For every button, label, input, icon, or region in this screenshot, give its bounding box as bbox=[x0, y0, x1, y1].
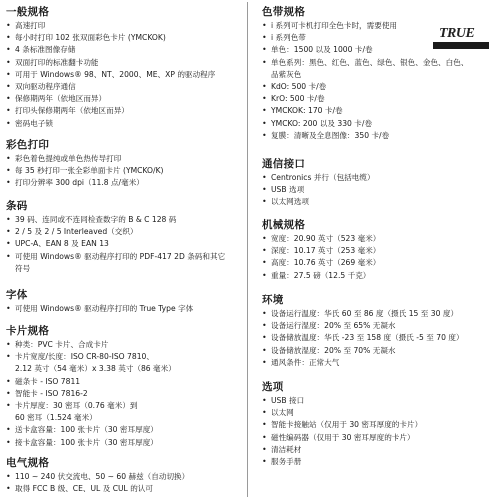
section-barcode bbox=[6, 200, 234, 275]
list-item: • 可使用 Windows® 驱动程序打印的 True Type 字体 bbox=[6, 303, 234, 315]
card-list bbox=[6, 339, 234, 449]
list-item: • 39 码、连同或不连同检查数字的 B & C 128 码 bbox=[6, 214, 234, 226]
list-item bbox=[6, 400, 234, 424]
list-item: • i 系列可卡机打印全色卡时，需要使用 bbox=[262, 20, 498, 32]
list-item: • 智能卡接触站（仅用于 30 密耳厚度的卡片） bbox=[262, 419, 498, 431]
general-list bbox=[6, 20, 234, 130]
column-divider bbox=[247, 2, 248, 497]
card-thickness-line-2: 60 密耳（1.524 毫米） bbox=[15, 413, 97, 423]
list-item: • i 系列色带 bbox=[262, 32, 498, 44]
list-item: • USB 选项 bbox=[262, 184, 498, 196]
section-title: 通信接口 bbox=[262, 158, 306, 170]
section-font bbox=[6, 289, 234, 315]
pdf417-line-1: • 可使用 Windows® 驱动程序打印的 PDF-417 2D 条码和其它 bbox=[15, 251, 226, 261]
list-item: • UPC-A、EAN 8 及 EAN 13 bbox=[6, 238, 234, 250]
list-item: • 宽度：20.90 英寸（523 毫米） bbox=[262, 233, 498, 245]
list-item: • 110 ~ 240 伏交流电、50 ~ 60 赫兹（自动切换） bbox=[6, 471, 234, 483]
section-color-print bbox=[6, 139, 234, 190]
list-item: • 通风条件：正常大气 bbox=[262, 357, 498, 369]
list-item: • KdO: 500 卡/卷 bbox=[262, 81, 498, 93]
card-size-line-1: • 卡片宽度/长度：ISO CR-80-ISO 7810、 bbox=[15, 352, 154, 362]
list-item: • 深度：10.17 英寸（253 毫米） bbox=[262, 245, 498, 257]
list-item: • 高速打印 bbox=[6, 20, 234, 32]
list-item: • 种类：PVC 卡片、合成卡片 bbox=[6, 339, 234, 351]
font-list bbox=[6, 303, 234, 315]
list-item: • 清洁耗材 bbox=[262, 444, 498, 456]
barcode-list bbox=[6, 214, 234, 275]
list-item: • 以太网 bbox=[262, 407, 498, 419]
list-item: • YMCKO: 200 以及 330 卡/卷 bbox=[262, 118, 498, 130]
list-item: • KrO: 500 卡/卷 bbox=[262, 93, 498, 105]
list-item: • 高度：10.76 英寸（269 毫米） bbox=[262, 257, 498, 269]
mech-list bbox=[262, 233, 498, 282]
list-item: • 可用于 Windows® 98、NT、2000、ME、XP 的驱动程序 bbox=[6, 69, 234, 81]
pdf417-line-2: 符号 bbox=[15, 263, 31, 273]
list-item: • 设备运行湿度：20% 至 65% 无凝水 bbox=[262, 320, 498, 332]
list-item: • 打印分辨率 300 dpi（11.8 点/毫米） bbox=[6, 177, 234, 189]
list-item: • 单色：1500 以及 1000 卡/卷 bbox=[262, 44, 498, 56]
section-title: 环境 bbox=[262, 294, 284, 306]
list-item bbox=[6, 351, 234, 375]
section-title: 彩色打印 bbox=[6, 139, 50, 151]
list-item: • 服务手册 bbox=[262, 456, 498, 468]
section-title: 一般规格 bbox=[6, 6, 50, 18]
section-title: 色带规格 bbox=[262, 6, 306, 18]
section-mechanical bbox=[262, 219, 498, 282]
section-options bbox=[262, 381, 498, 468]
list-item bbox=[6, 251, 234, 275]
electrical-list bbox=[6, 471, 234, 495]
list-item: • 设备运行温度：华氏 60 至 86 度（摄氏 15 至 30 度） bbox=[262, 308, 498, 320]
ribbon-list bbox=[262, 20, 498, 142]
list-item: • Centronics 并行（包括电缆） bbox=[262, 172, 498, 184]
section-card bbox=[6, 325, 234, 449]
list-item: • 设备储放湿度：20% 至 70% 无凝水 bbox=[262, 345, 498, 357]
section-environment bbox=[262, 294, 498, 369]
list-item: • 打印头保修期两年（依地区而异） bbox=[6, 105, 234, 117]
color-list bbox=[6, 153, 234, 190]
comm-list bbox=[262, 172, 498, 209]
list-item: • 磁条卡 - ISO 7811 bbox=[6, 376, 234, 388]
section-communication bbox=[262, 158, 498, 209]
section-title: 条码 bbox=[6, 200, 28, 212]
list-item: • 取得 FCC B 级、CE、UL 及 CUL 的认可 bbox=[6, 483, 234, 495]
env-list bbox=[262, 308, 498, 369]
list-item: • 设备储放温度：华氏 -23 至 158 度（摄氏 -5 至 70 度） bbox=[262, 332, 498, 344]
section-ribbon bbox=[262, 6, 498, 142]
list-item: • YMCKOK: 170 卡/卷 bbox=[262, 105, 498, 117]
list-item: • 以太网选项 bbox=[262, 196, 498, 208]
card-size-line-2: 2.12 英寸（54 毫米）x 3.38 英寸（86 毫米） bbox=[15, 364, 176, 374]
list-item: • 接卡盒容量：100 张卡片（30 密耳厚度） bbox=[6, 437, 234, 449]
ribbon-colors-line-2: 品紫灰色 bbox=[271, 69, 302, 79]
list-item: • 密码电子锁 bbox=[6, 118, 234, 130]
list-item: • 双面打印的标准翻卡功能 bbox=[6, 57, 234, 69]
list-item: • 重量：27.5 磅（12.5 千克） bbox=[262, 270, 498, 282]
brand-logo-text: TRUE bbox=[439, 26, 475, 41]
list-item: • 双向驱动程序通信 bbox=[6, 81, 234, 93]
section-title: 选项 bbox=[262, 381, 284, 393]
list-item: • 复膜：清晰及全息图像：350 卡/卷 bbox=[262, 130, 498, 142]
list-item: • 每 35 秒打印一张全彩单面卡片 (YMCKO/K) bbox=[6, 165, 234, 177]
section-title: 电气规格 bbox=[6, 457, 50, 469]
card-thickness-line-1: • 卡片厚度：30 密耳（0.76 毫米）到 bbox=[15, 401, 138, 411]
list-item: • 4 条标准图像存储 bbox=[6, 44, 234, 56]
list-item: • USB 接口 bbox=[262, 395, 498, 407]
section-title: 卡片规格 bbox=[6, 325, 50, 337]
list-item: • 彩色着色提纯或单色热传导打印 bbox=[6, 153, 234, 165]
list-item: • 保修期两年（依地区而异） bbox=[6, 93, 234, 105]
section-general bbox=[6, 6, 234, 130]
list-item: • 2 / 5 及 2 / 5 Interleaved（交织） bbox=[6, 226, 234, 238]
section-title: 机械规格 bbox=[262, 219, 306, 231]
list-item: • 智能卡 - ISO 7816-2 bbox=[6, 388, 234, 400]
ribbon-colors-line-1: • 单色系列：黑色、红色、蓝色、绿色、银色、金色、白色、 bbox=[271, 57, 469, 67]
list-item bbox=[262, 57, 498, 81]
section-electrical bbox=[6, 457, 234, 495]
list-item: • 每小时打印 102 张双面彩色卡片 (YMCKOK) bbox=[6, 32, 234, 44]
options-list bbox=[262, 395, 498, 468]
section-title: 字体 bbox=[6, 289, 28, 301]
list-item: • 磁性编码器（仅用于 30 密耳厚度的卡片） bbox=[262, 432, 498, 444]
list-item: • 送卡盒容量：100 张卡片（30 密耳厚度） bbox=[6, 424, 234, 436]
